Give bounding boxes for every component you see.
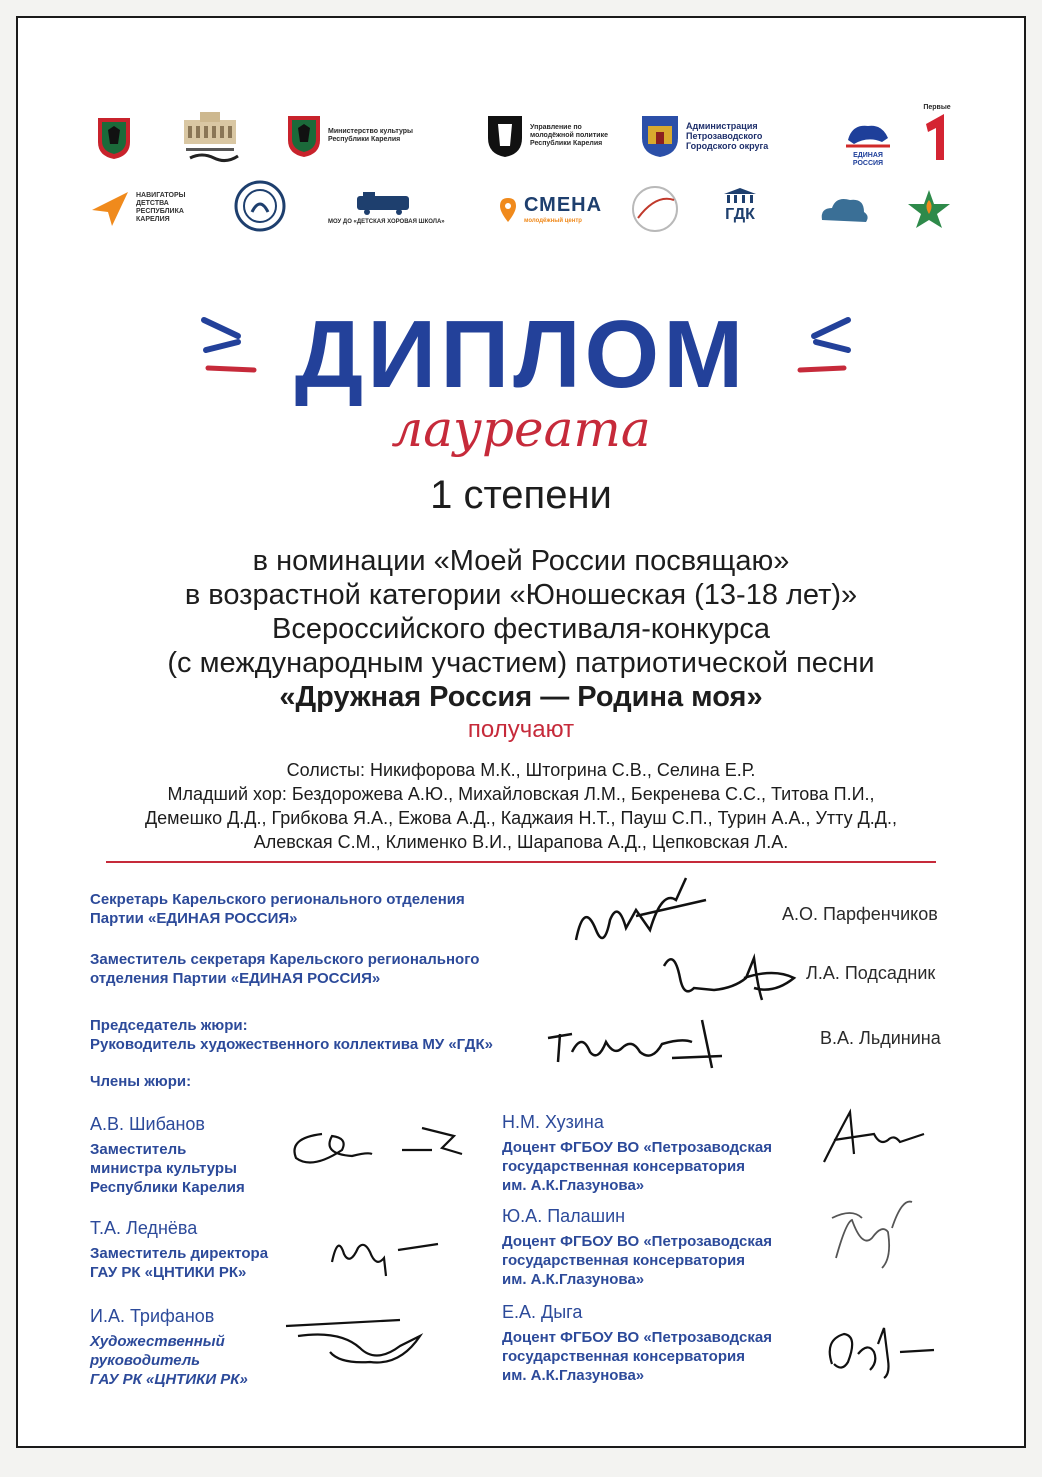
jury-label: Члены жюри: [90,1073,192,1090]
laureate-subtitle: лауреата [391,400,651,458]
soloists-line: Солисты: Никифорова М.К., Штогрина С.В., Селина Е.Р. [286,760,756,780]
jury-role-2: Заместитель директора ГАУ РК «ЦНТИКИ РК» [90,1245,269,1281]
receive-label: получают [467,716,575,743]
degree-label: 1 степени [430,473,612,517]
smena-title: СМЕНА [524,194,603,216]
navigators-logo [90,188,206,228]
signatory-role-1: Секретарь Карельского регионального отделения Партии «ЕДИНАЯ РОССИЯ» [90,891,465,927]
smena-logo [498,194,602,225]
city-arms-icon [640,114,680,158]
choir-line-3: Алевская С.М., Клименко В.И., Шарапова А.Д., Цепковская Л.А. [253,832,789,852]
gdk-text: ГДК [725,206,755,223]
arrow-icon [90,188,130,228]
united-russia-text: ЕДИНАЯ РОССИЯ [852,152,884,167]
coat-of-arms-icon [96,116,132,160]
bear-icon [842,112,894,152]
jury-name-4: Н.М. Хузина [502,1112,604,1132]
diploma-sheet [16,16,1026,1448]
jury-signature-4 [814,1104,934,1174]
city-administration-text: Администрация Петрозаводского Городского округа [686,121,769,151]
numeral-one-icon [920,112,954,162]
signatory-name-3: В.А. Льдинина [820,1028,941,1048]
signatory-name-2: Л.А. Подсадник [806,963,936,983]
location-pin-icon [498,196,518,224]
signatory-role-3: Председатель жюри: Руководитель художественного коллектива МУ «ГДК» [90,1017,493,1053]
united-russia-logo [838,112,898,168]
building-icon [180,106,240,166]
seal-icon [234,180,286,232]
gdk-logo [722,188,758,224]
karelia-coat-of-arms-logo [96,116,132,160]
jury-signature-3 [280,1306,450,1376]
jury-role-1: Заместитель министра культуры Республики Карелия [90,1141,245,1196]
nomination-line: в номинации «Моей России посвящаю» [252,545,790,577]
jury-role-6: Доцент ФГБОУ ВО «Петрозаводская государственная консерватория им. А.К.Глазунова» [502,1329,772,1384]
navigators-text: НАВИГАТОРЫ ДЕТСТВА РЕСПУБЛИКА КАРЕЛИЯ [136,192,186,223]
jury-name-1: А.В. Шибанов [90,1114,205,1134]
cloud-icon [816,190,872,230]
jury-name-6: Е.А. Дыга [502,1302,583,1322]
festival-line-2: (с международным участием) патриотической песни [167,647,875,679]
jury-name-2: Т.А. Леднёва [90,1218,198,1238]
choir-line-1: Младший хор: Бездорожева А.Ю., Михайловская Л.М., Бекренева С.С., Титова П.И., [167,784,875,804]
signatory-name-1: А.О. Парфенчиков [782,904,938,924]
shield-icon [486,114,524,158]
movement-first-logo [920,104,954,162]
youth-policy-logo [486,114,610,158]
signatory-role-2: Заместитель секретаря Карельского регионального отделения Партии «ЕДИНАЯ РОССИЯ» [90,951,480,987]
jury-signature-2 [318,1218,448,1278]
nomination-block [18,544,1024,714]
coat-of-arms-icon [286,114,322,158]
divider-rule [106,861,936,863]
jury-role-5: Доцент ФГБОУ ВО «Петрозаводская государственная консерватория им. А.К.Глазунова» [502,1233,772,1288]
signature-2 [654,938,804,1008]
culture-ministry-text: Министерство культуры Республики Карелия [328,128,414,143]
festival-name: «Дружная Россия — Родина моя» [279,681,763,713]
city-administration-logo [640,114,806,158]
age-category-line: в возрастной категории «Юношеская (13-18 лет)» [184,579,858,611]
jury-signature-6 [814,1314,944,1384]
jury-role-3: Художественный руководитель ГАУ РК «ЦНТИКИ РК» [90,1333,248,1388]
government-building-logo [180,106,240,166]
diploma-title: ДИПЛОМ [294,301,748,408]
eternal-flame-icon [904,186,954,232]
choir-school-text: МОУ ДО «ДЕТСКАЯ ХОРОВАЯ ШКОЛА» [328,219,445,225]
smena-subtitle: молодёжный центр [524,218,582,224]
jury-signature-1 [282,1114,472,1174]
cloud-logo [816,190,872,230]
culture-ministry-logo [286,114,438,158]
jury-name-5: Ю.А. Палашин [502,1206,626,1226]
movement-first-text: Первые [923,104,951,111]
choir-school-logo [328,186,445,226]
signature-3 [542,1012,742,1072]
recipients-block [18,758,1024,854]
circle-swoosh-logo [630,184,680,234]
train-icon [351,186,421,216]
swoosh-icon [630,184,680,234]
star-flame-logo [904,186,954,232]
columns-icon [722,188,758,204]
jury-signature-5 [822,1188,922,1278]
festival-line: Всероссийского фестиваля-конкурса [272,613,770,645]
jury-role-4: Доцент ФГБОУ ВО «Петрозаводская государственная консерватория им. А.К.Глазунова» [502,1139,772,1194]
youth-policy-text: Управление по молодёжной политике Республики Карелия [530,124,608,147]
jury-name-3: И.А. Трифанов [90,1306,215,1326]
choir-line-2: Демешко Д.Д., Грибкова Я.А., Ежова А.Д., Каджаия Н.Т., Пауш С.П., Турин А.А., Утту Д.Д., [144,808,897,828]
round-seal-logo [234,180,286,232]
